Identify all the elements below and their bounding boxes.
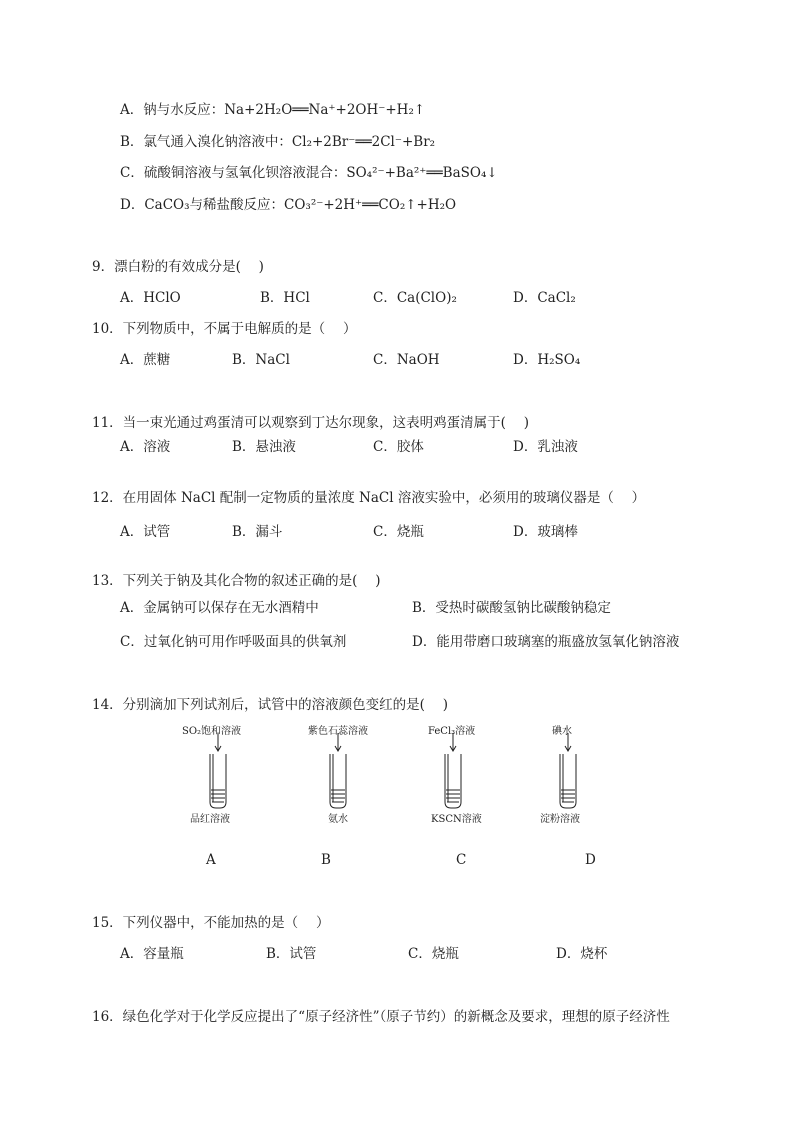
q8-option-a: A．钠与水反应：Na+2H₂O══Na⁺+2OH⁻+H₂↑ <box>120 102 426 118</box>
q10-option-b: B．NaCl <box>232 352 290 368</box>
q15-option-c: C．烧瓶 <box>408 946 459 962</box>
tube-c-letter: C <box>456 852 467 868</box>
q11-stem: 11．当一束光通过鸡蛋清可以观察到丁达尔现象，这表明鸡蛋清属于( ) <box>92 415 530 431</box>
q13-option-b: B．受热时碳酸氢钠比碳酸钠稳定 <box>412 600 611 616</box>
q9-stem: 9．漂白粉的有效成分是( ) <box>92 259 264 275</box>
tube-d-icon <box>560 733 576 808</box>
tube-c-reagent: FeCl₃溶液 <box>428 726 476 737</box>
tube-a-letter: A <box>206 852 216 868</box>
q14-figure <box>160 718 620 878</box>
q8-option-d: D．CaCO₃与稀盐酸反应：CO₃²⁻+2H⁺══CO₂↑+H₂O <box>120 197 457 213</box>
q16-stem: 16．绿色化学对于化学反应提出了“原子经济性”（原子节约）的新概念及要求，理想的原子经济性 <box>92 1009 670 1025</box>
tube-a-solution: 品红溶液 <box>190 814 230 825</box>
q9-option-c: C．Ca(ClO)₂ <box>373 290 457 306</box>
q8-option-c: C．硫酸铜溶液与氢氧化钡溶液混合：SO₄²⁻+Ba²⁺══BaSO₄↓ <box>120 165 498 181</box>
q12-option-d: D．玻璃棒 <box>513 524 578 540</box>
tube-d-reagent: 碘水 <box>552 726 572 737</box>
q13-option-a: A．金属钠可以保存在无水酒精中 <box>120 600 319 616</box>
q9-option-a: A．HClO <box>120 290 181 306</box>
tube-b-solution: 氨水 <box>328 814 348 825</box>
q10-option-d: D．H₂SO₄ <box>513 352 581 368</box>
q10-stem: 10．下列物质中，不属于电解质的是（ ） <box>92 321 357 337</box>
q10-option-c: C．NaOH <box>373 352 440 368</box>
q12-option-a: A．试管 <box>120 524 171 540</box>
q15-option-b: B．试管 <box>266 946 317 962</box>
q8-option-b: B．氯气通入溴化钠溶液中：Cl₂+2Br⁻══2Cl⁻+Br₂ <box>120 134 436 150</box>
tube-c-icon <box>445 733 461 808</box>
q11-option-b: B．悬浊液 <box>232 439 296 455</box>
q12-option-b: B．漏斗 <box>232 524 283 540</box>
test-tubes-diagram <box>160 718 620 818</box>
q9-option-b: B．HCl <box>260 290 310 306</box>
q13-option-c: C．过氧化钠可用作呼吸面具的供氧剂 <box>120 634 347 650</box>
q13-stem: 13．下列关于钠及其化合物的叙述正确的是( ) <box>92 573 381 589</box>
tube-b-letter: B <box>321 852 331 868</box>
tube-b-icon <box>330 733 346 808</box>
tube-a-reagent: SO₂饱和溶液 <box>182 726 242 737</box>
tube-a-icon <box>210 733 226 808</box>
tube-c-solution: KSCN溶液 <box>431 814 482 825</box>
q11-option-c: C．胶体 <box>373 439 424 455</box>
q9-option-d: D．CaCl₂ <box>513 290 576 306</box>
q15-option-a: A．容量瓶 <box>120 946 184 962</box>
q10-option-a: A．蔗糖 <box>120 352 171 368</box>
q13-option-d: D．能用带磨口玻璃塞的瓶盛放氢氧化钠溶液 <box>412 634 680 650</box>
tube-d-letter: D <box>585 852 596 868</box>
tube-b-reagent: 紫色石蕊溶液 <box>308 726 368 737</box>
q12-option-c: C．烧瓶 <box>373 524 424 540</box>
q15-stem: 15．下列仪器中，不能加热的是（ ） <box>92 915 330 931</box>
q15-option-d: D．烧杯 <box>556 946 608 962</box>
q11-option-a: A．溶液 <box>120 439 171 455</box>
q12-stem: 12．在用固体 NaCl 配制一定物质的量浓度 NaCl 溶液实验中，必须用的玻璃仪器是（ ） <box>92 490 646 506</box>
tube-d-solution: 淀粉溶液 <box>540 814 580 825</box>
q11-option-d: D．乳浊液 <box>513 439 578 455</box>
q14-stem: 14．分别滴加下列试剂后，试管中的溶液颜色变红的是( ) <box>92 697 449 713</box>
